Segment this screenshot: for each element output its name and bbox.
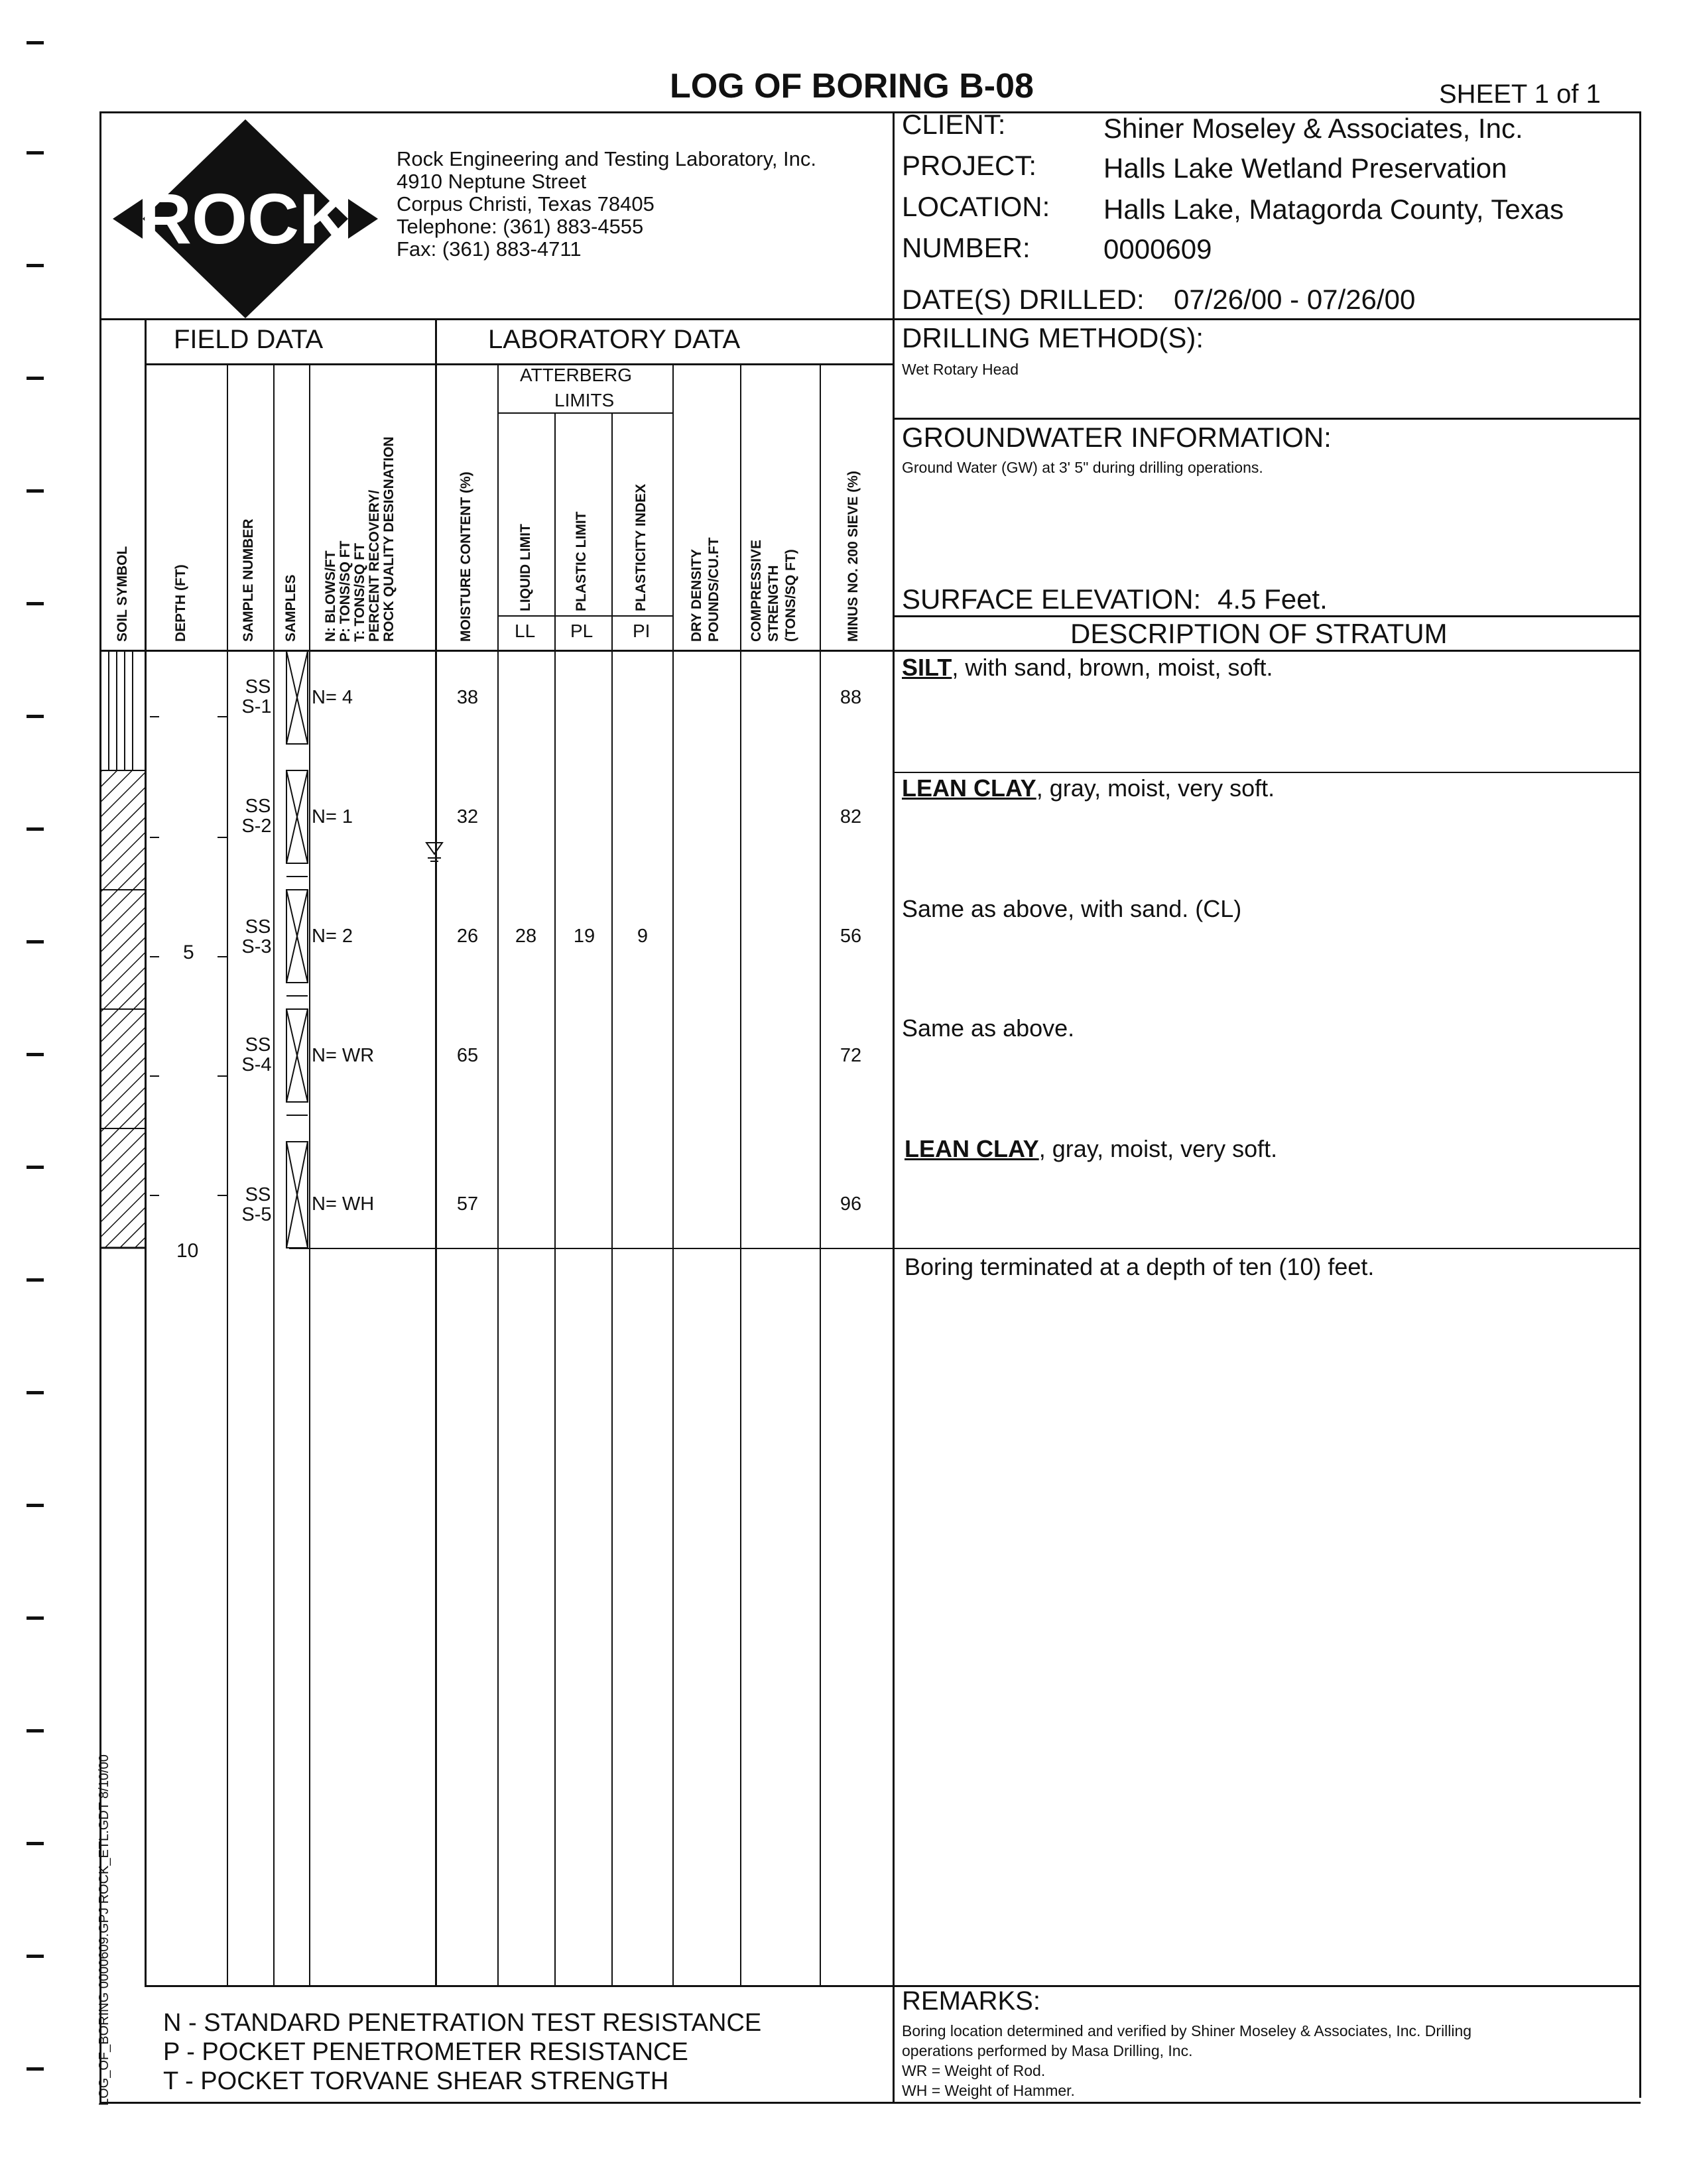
soil-symbol-header: SOIL SYMBOL (115, 546, 130, 642)
col-pi-right (672, 363, 674, 1985)
sample-id: S-2 (241, 816, 272, 837)
sample-type: SS (245, 676, 271, 698)
sample-moisture: 32 (456, 806, 479, 827)
col-depth-right (227, 363, 228, 1985)
company-street: 4910 Neptune Street (397, 170, 587, 193)
col-dry-right (740, 363, 741, 1985)
margin-tick (27, 1842, 44, 1845)
sample-minus200: 88 (840, 687, 862, 708)
n-header-1: N: BLOWS/FT (323, 550, 338, 642)
sheet-number: SHEET 1 of 1 (1439, 80, 1601, 109)
col-pl-right (611, 412, 613, 1985)
compressive-header-2: STRENGTH (766, 565, 781, 642)
margin-tick (27, 602, 44, 605)
page-title: LOG OF BORING B-08 (670, 67, 1034, 105)
sample-moisture: 57 (456, 1193, 479, 1215)
stratum-description: Same as above. (902, 1014, 1075, 1042)
main-divider (893, 111, 895, 2103)
col-ll-right (554, 412, 556, 1985)
stratum-description: Same as above, with sand. (CL) (902, 895, 1242, 922)
sample-id: S-1 (241, 696, 272, 717)
col-samplenum-right (273, 363, 275, 1985)
margin-tick (27, 377, 44, 380)
sample-id: S-3 (241, 936, 272, 957)
depth-label-10: 10 (176, 1240, 199, 1262)
dates-value: 07/26/00 - 07/26/00 (1174, 284, 1416, 315)
margin-tick (27, 1729, 44, 1732)
sample-moisture: 65 (456, 1045, 479, 1066)
sample-minus200: 82 (840, 806, 862, 827)
sample-minus200: 96 (840, 1193, 862, 1215)
number-value: 0000609 (1103, 233, 1212, 265)
sample-moisture: 26 (456, 926, 479, 947)
plasticity-index-header: PLASTICITY INDEX (633, 483, 649, 611)
sample-n: N= 4 (312, 687, 353, 708)
depth-tick (150, 716, 159, 717)
n-header-2: P: TONS/SQ FT (338, 540, 353, 642)
margin-tick (27, 151, 44, 154)
margin-tick (27, 1504, 44, 1507)
remarks-line: operations performed by Masa Drilling, Inc. (902, 2042, 1193, 2059)
silt-symbol (109, 651, 133, 770)
depth-tick (150, 1195, 159, 1196)
company-name: Rock Engineering and Testing Laboratory, Inc. (397, 147, 817, 170)
ll-header: LL (515, 621, 536, 641)
legend-p: P - POCKET PENETROMETER RESISTANCE (163, 2038, 688, 2066)
pi-header: PI (633, 621, 651, 641)
n-header-3: T: TONS/SQ FT (352, 543, 367, 642)
moisture-header: MOISTURE CONTENT (%) (458, 471, 473, 642)
sample-type: SS (245, 916, 271, 938)
legend-n: N - STANDARD PENETRATION TEST RESISTANCE (163, 2009, 762, 2037)
company-fax: Fax: (361) 883-4711 (397, 237, 582, 261)
logo-text: ROCK (140, 178, 351, 259)
margin-tick (27, 715, 44, 718)
stratum-line (893, 772, 1641, 773)
client-label: CLIENT: (902, 109, 1006, 140)
sample-id: S-4 (241, 1054, 272, 1075)
remarks-line: Boring location determined and verified by Shiner Moseley & Associates, Inc. Drilling (902, 2022, 1472, 2039)
sample-minus200: 72 (840, 1045, 862, 1066)
sample-moisture: 38 (456, 687, 479, 708)
depth-tick (150, 1075, 159, 1077)
stratum-description: LEAN CLAY, gray, moist, very soft. (905, 1135, 1278, 1162)
rock-logo (106, 116, 385, 322)
company-telephone: Telephone: (361) 883-4555 (397, 215, 644, 238)
margin-tick (27, 1053, 44, 1056)
sample-type: SS (245, 1184, 271, 1205)
margin-tick (27, 1616, 44, 1620)
depth-tick (218, 1195, 227, 1196)
margin-tick (27, 2067, 44, 2071)
col-samples-right (309, 363, 310, 1985)
col-soil-right (145, 318, 147, 1985)
sample-id: S-5 (241, 1204, 272, 1225)
depth-tick (218, 837, 227, 838)
dry-density-header-1: DRY DENSITY (689, 548, 704, 642)
remarks-line: WH = Weight of Hammer. (902, 2082, 1075, 2099)
description-header: DESCRIPTION OF STRATUM (1070, 618, 1448, 649)
depth-tick (150, 837, 159, 838)
margin-tick (27, 940, 44, 943)
n-header-4: PERCENT RECOVERY/ (367, 489, 382, 642)
project-value: Halls Lake Wetland Preservation (1103, 152, 1507, 184)
number-label: NUMBER: (902, 232, 1031, 263)
remarks-label: REMARKS: (902, 1986, 1040, 2016)
compressive-header-3: (TONS/SQ FT) (783, 549, 798, 642)
depth-tick (218, 716, 227, 717)
atterberg-line (497, 412, 672, 414)
client-value: Shiner Moseley & Associates, Inc. (1103, 113, 1523, 144)
sample-n: N= WH (312, 1193, 375, 1215)
project-label: PROJECT: (902, 150, 1037, 181)
col-comp-right (820, 363, 821, 1985)
stratum-description: LEAN CLAY, gray, moist, very soft. (902, 774, 1275, 802)
remarks-line: WR = Weight of Rod. (902, 2062, 1046, 2079)
liquid-limit-header: LIQUID LIMIT (518, 524, 533, 611)
legend-top-line (145, 1985, 1641, 1987)
sample-n: N= 2 (312, 926, 353, 947)
drilling-method-value: Wet Rotary Head (902, 361, 1019, 378)
n-header-5: ROCK QUALITY DESIGNATION (381, 436, 397, 642)
atterberg-header: ATTERBERG (520, 365, 633, 385)
margin-tick (27, 489, 44, 493)
depth-tick (218, 956, 227, 957)
frame-right (1639, 111, 1641, 2098)
samples-header: SAMPLES (283, 574, 298, 642)
frame-bottom (99, 2102, 1641, 2104)
sample-pi: 9 (637, 926, 649, 947)
termination-line (289, 1248, 1641, 1249)
margin-tick (27, 1166, 44, 1169)
margin-tick (27, 827, 44, 831)
file-side-note: LOG_OF_BORING 0000609.GPJ ROCK_ETL.GDT 8/10/00 (97, 1754, 111, 2106)
depth-label-5: 5 (183, 941, 194, 963)
sample-minus200: 56 (840, 926, 862, 947)
compressive-header-1: COMPRESSIVE (749, 539, 764, 642)
location-label: LOCATION: (902, 191, 1050, 222)
company-city: Corpus Christi, Texas 78405 (397, 192, 655, 215)
pl-header: PL (570, 621, 594, 641)
stratum-description: Boring terminated at a depth of ten (10) feet. (905, 1253, 1375, 1280)
dry-density-header-2: POUNDS/CU.FT (706, 537, 721, 642)
soil-symbol-column (101, 651, 145, 1261)
margin-tick (27, 41, 44, 44)
fieldlab-header-line (145, 363, 893, 365)
margin-tick (27, 1391, 44, 1394)
samples-column (285, 651, 309, 1261)
margin-tick (27, 264, 44, 267)
sample-number-header: SAMPLE NUMBER (241, 518, 256, 642)
sample-pl: 19 (573, 926, 595, 947)
sample-n: N= WR (312, 1045, 375, 1066)
method-bottom-line (893, 418, 1641, 420)
surface-elevation-label: SURFACE ELEVATION: (902, 583, 1202, 615)
legend-t: T - POCKET TORVANE SHEAR STRENGTH (163, 2067, 669, 2095)
margin-tick (27, 1955, 44, 1958)
lab-data-header: LABORATORY DATA (488, 325, 741, 354)
sample-ll: 28 (515, 926, 537, 947)
col-field-lab-split (435, 318, 437, 1985)
depth-tick (150, 956, 159, 957)
minus200-header: MINUS NO. 200 SIEVE (%) (845, 471, 861, 642)
surface-elevation-value: 4.5 Feet. (1218, 583, 1328, 615)
llplpi-line (497, 615, 672, 617)
limits-header: LIMITS (554, 390, 615, 410)
elev-bottom-line (893, 615, 1641, 617)
groundwater-marker-icon (424, 841, 444, 863)
field-data-header: FIELD DATA (174, 325, 324, 354)
groundwater-value: Ground Water (GW) at 3' 5" during drilling operations. (902, 459, 1263, 476)
plastic-limit-header: PLASTIC LIMIT (574, 511, 589, 611)
sample-n: N= 1 (312, 806, 353, 827)
location-value: Halls Lake, Matagorda County, Texas (1103, 194, 1564, 225)
header-bottom-line (99, 318, 1641, 320)
stratum-description: SILT, with sand, brown, moist, soft. (902, 654, 1273, 681)
col-moisture-right (497, 363, 499, 1985)
depth-tick (218, 1075, 227, 1077)
sample-type: SS (245, 1034, 271, 1056)
column-header-bottom (99, 650, 1641, 652)
drilling-method-label: DRILLING METHOD(S): (902, 322, 1204, 353)
sample-type: SS (245, 796, 271, 817)
dates-label: DATE(S) DRILLED: (902, 284, 1145, 315)
margin-tick (27, 1278, 44, 1282)
depth-header: DEPTH (FT) (173, 564, 188, 642)
groundwater-label: GROUNDWATER INFORMATION: (902, 422, 1332, 453)
